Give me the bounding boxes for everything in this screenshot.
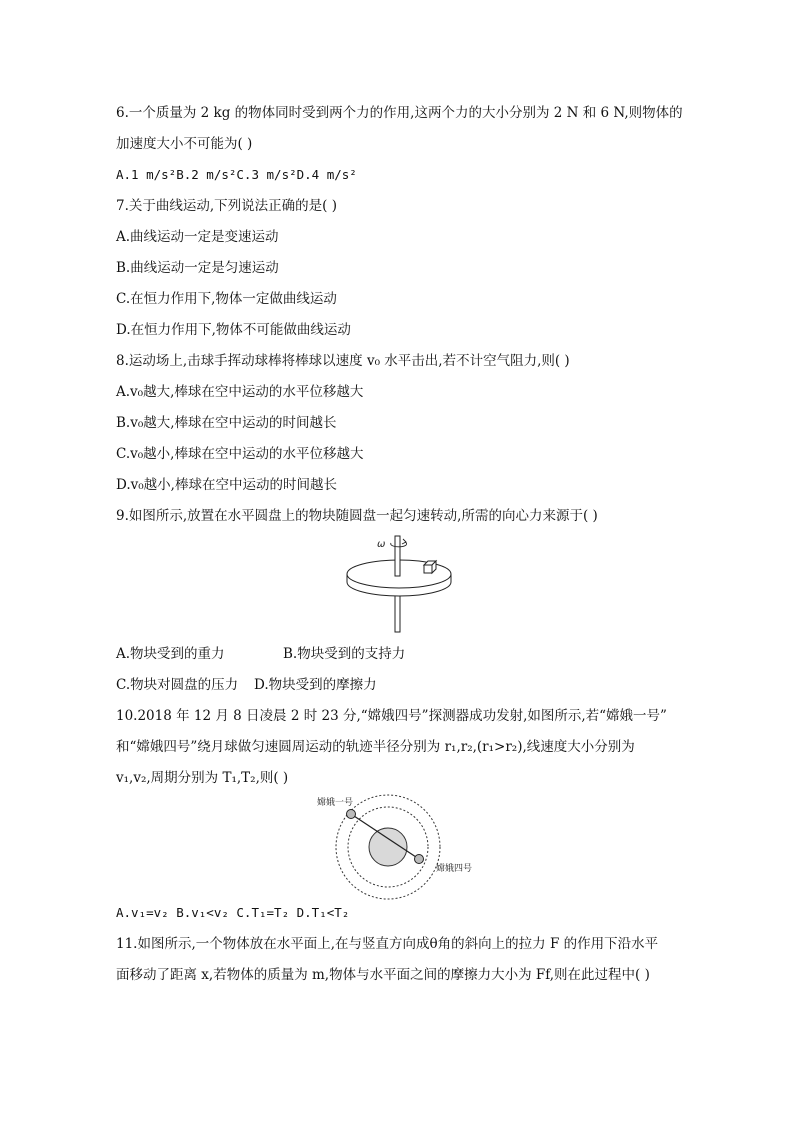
q8-option-c: C.v₀越小,棒球在空中运动的水平位移越大 bbox=[116, 446, 364, 462]
q9-stem: 9.如图所示,放置在水平圆盘上的物块随圆盘一起匀速转动,所需的向心力来源于( ) bbox=[116, 508, 598, 524]
q11-stem-line1: 11.如图所示,一个物体放在水平面上,在与竖直方向成θ角的斜向上的拉力 F 的作用下沿水平 bbox=[116, 936, 659, 952]
q10-stem-line3: v₁,v₂,周期分别为 T₁,T₂,则( ) bbox=[116, 770, 289, 786]
q8-stem: 8.运动场上,击球手挥动球棒将棒球以速度 v₀ 水平击出,若不计空气阻力,则( ) bbox=[116, 353, 570, 369]
q9-option-d: D.物块受到的摩擦力 bbox=[254, 677, 377, 693]
q8-option-d: D.v₀越小,棒球在空中运动的时间越长 bbox=[116, 477, 337, 493]
q7-option-a: A.曲线运动一定是变速运动 bbox=[116, 229, 279, 245]
q10-stem-line2: 和“嫦娥四号”绕月球做匀速圆周运动的轨迹半径分别为 r₁,r₂,(r₁>r₂),线速度大小分别为 bbox=[116, 739, 635, 755]
chang1-label: 嫦娥一号 bbox=[317, 798, 354, 808]
q10-stem-line1: 10.2018 年 12 月 8 日凌晨 2 时 23 分,“嫦娥四号”探测器成功发射,如图所示,若“嫦娥一号” bbox=[116, 708, 667, 724]
orbit-figure bbox=[310, 792, 485, 902]
q6-options: A.1 m/s²B.2 m/s²C.3 m/s²D.4 m/s² bbox=[116, 167, 357, 182]
q7-option-b: B.曲线运动一定是匀速运动 bbox=[116, 260, 279, 276]
q11-stem-line2: 面移动了距离 x,若物体的质量为 m,物体与水平面之间的摩擦力大小为 Ff,则在此过程中( ) bbox=[116, 967, 650, 983]
q9-option-a: A.物块受到的重力 bbox=[116, 646, 225, 662]
rotating-disk-figure bbox=[335, 530, 465, 635]
omega-label: ω bbox=[377, 539, 386, 550]
q9-option-b: B.物块受到的支持力 bbox=[283, 646, 406, 662]
chang4-satellite bbox=[415, 855, 424, 864]
chang4-label: 嫦娥四号 bbox=[436, 864, 473, 874]
q8-option-a: A.v₀越大,棒球在空中运动的水平位移越大 bbox=[116, 384, 364, 400]
q7-option-c: C.在恒力作用下,物体一定做曲线运动 bbox=[116, 291, 337, 307]
q10-options: A.v₁=v₂ B.v₁<v₂ C.T₁=T₂ D.T₁<T₂ bbox=[116, 905, 350, 920]
q8-option-b: B.v₀越大,棒球在空中运动的时间越长 bbox=[116, 415, 337, 431]
shaft-upper bbox=[395, 536, 400, 576]
q7-stem: 7.关于曲线运动,下列说法正确的是( ) bbox=[116, 198, 337, 214]
q6-stem-line1: 6.一个质量为 2 kg 的物体同时受到两个力的作用,这两个力的大小分别为 2 N 和 6 N,则物体的 bbox=[116, 105, 683, 121]
q6-stem-line2: 加速度大小不可能为( ) bbox=[116, 136, 253, 152]
block-on-disk bbox=[424, 561, 436, 573]
q7-option-d: D.在恒力作用下,物体不可能做曲线运动 bbox=[116, 322, 351, 338]
q9-option-c: C.物块对圆盘的压力 bbox=[116, 677, 239, 693]
chang1-satellite bbox=[347, 810, 356, 819]
